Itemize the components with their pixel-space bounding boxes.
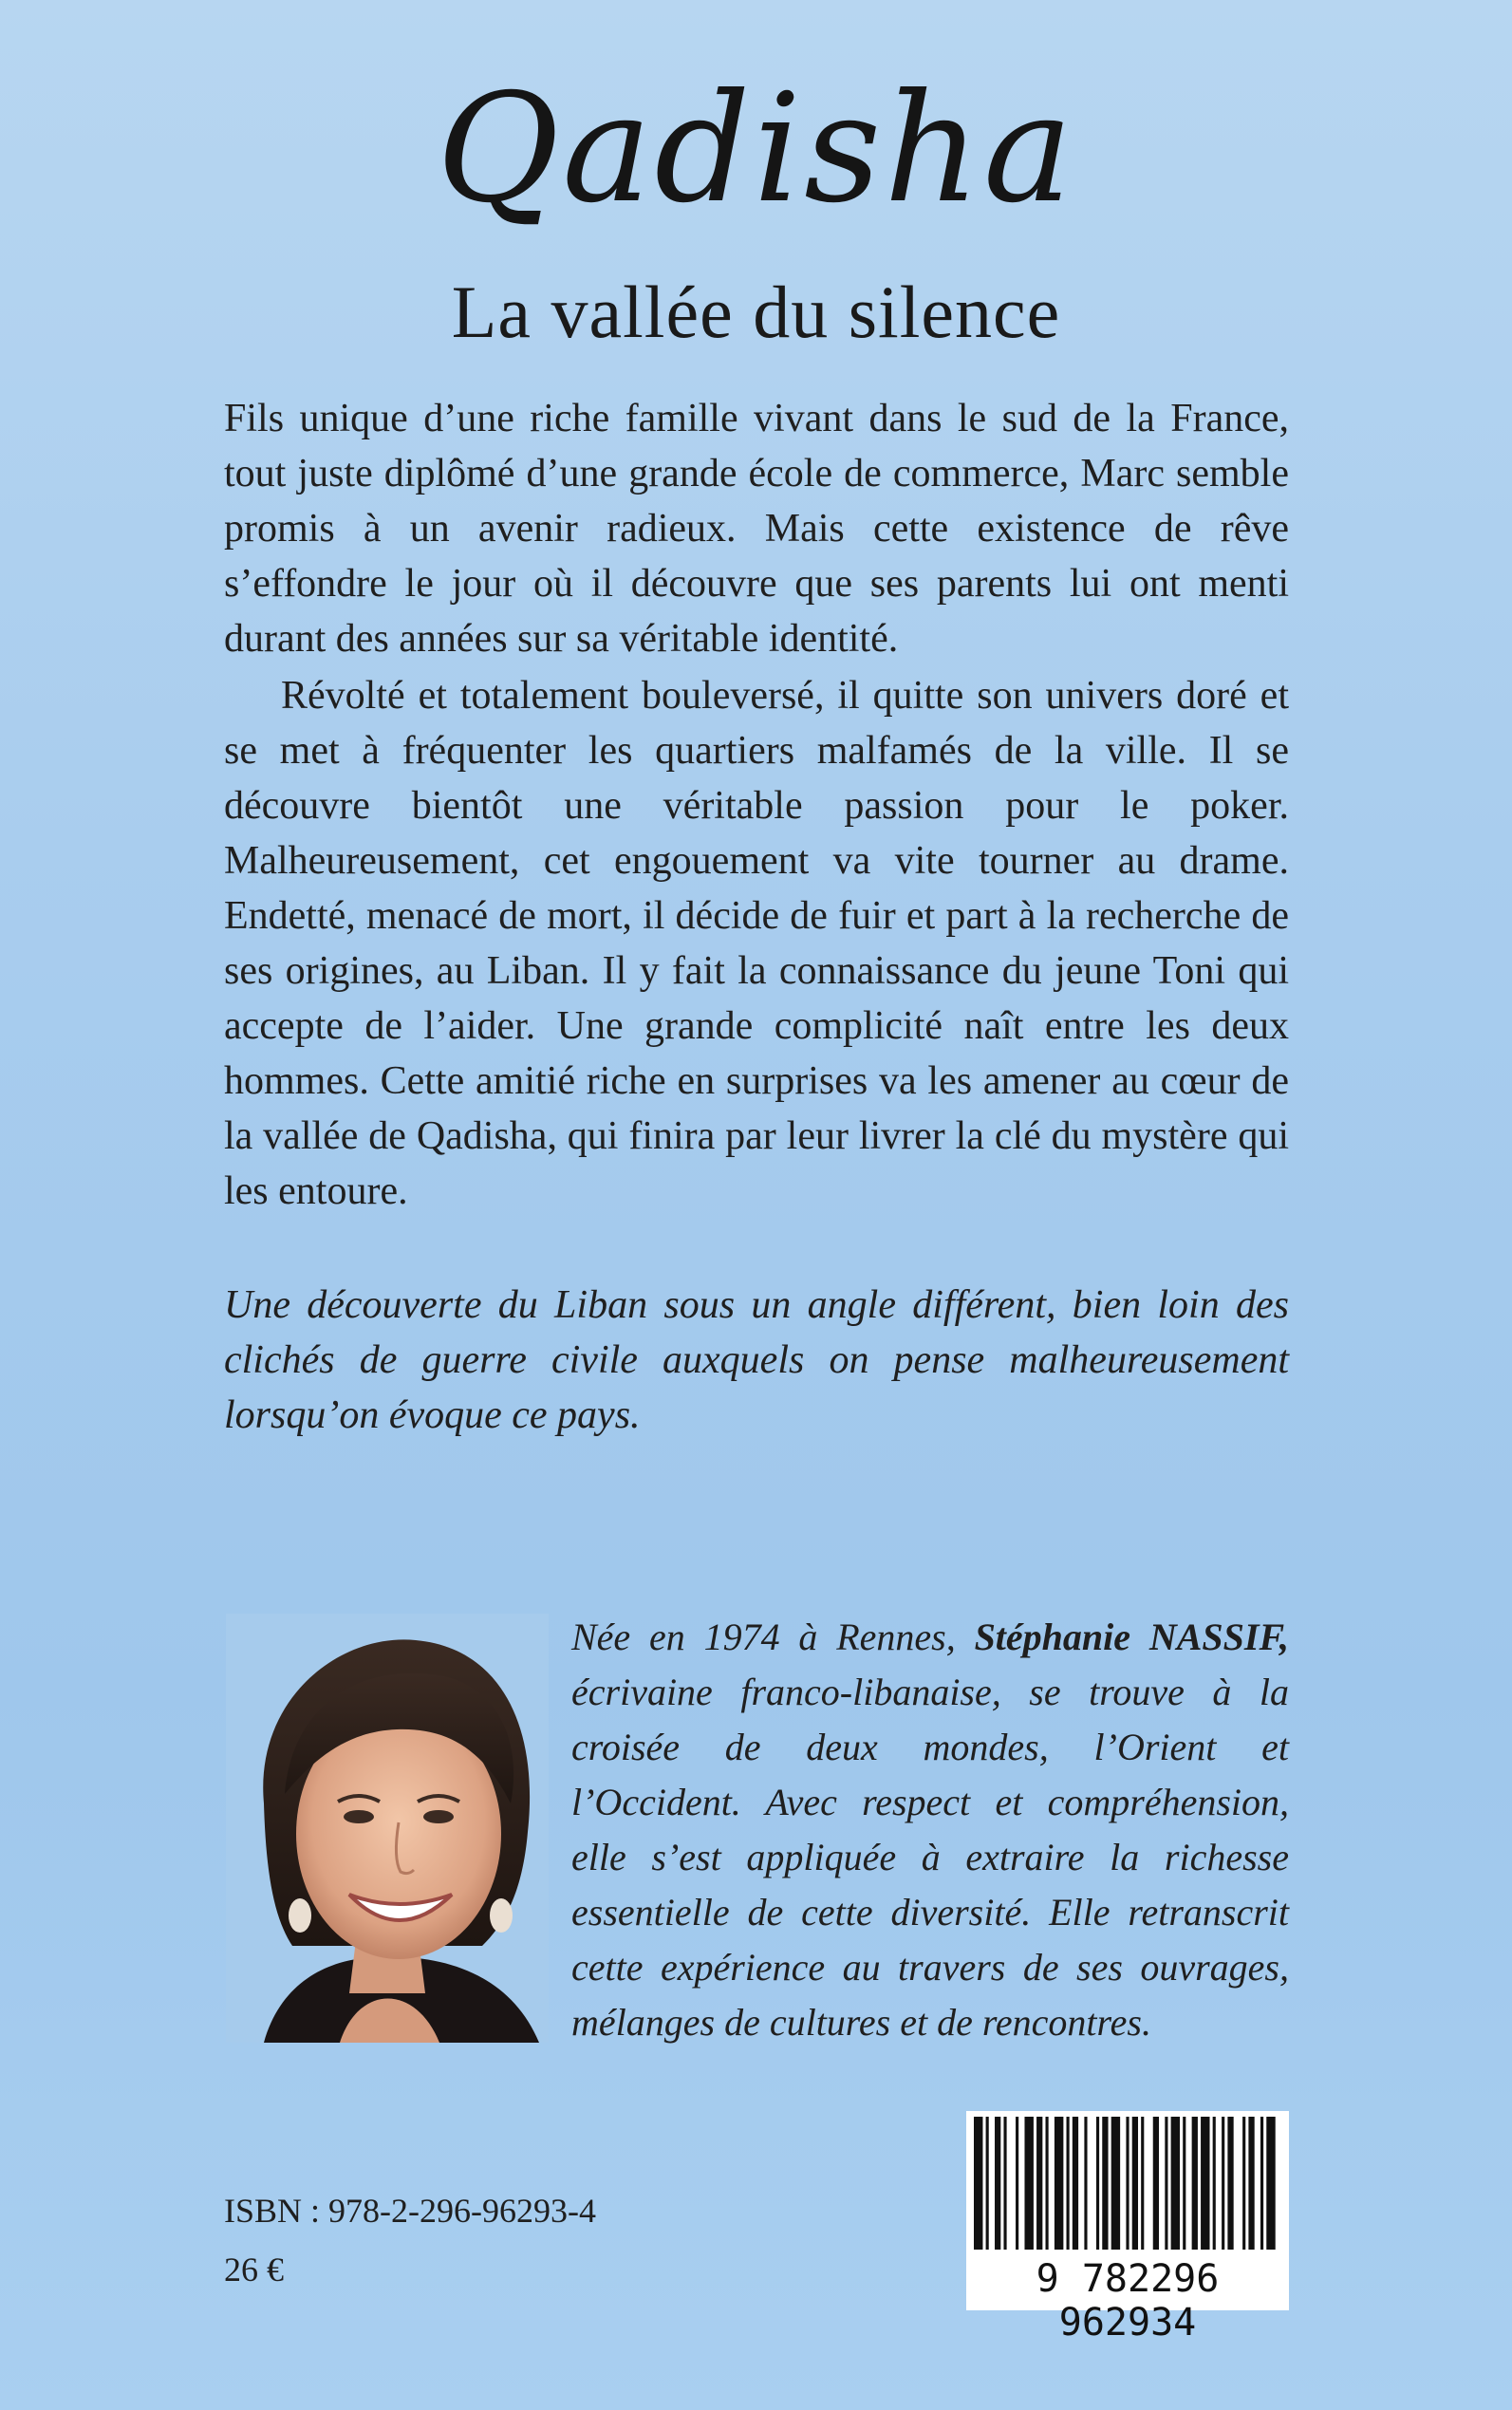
price-text: 26 € — [224, 2251, 284, 2289]
author-name: Stéphanie NASSIF, — [974, 1616, 1290, 1658]
barcode-bar — [1165, 2117, 1167, 2250]
barcode-bar — [1096, 2117, 1099, 2250]
book-subtitle: La vallée du silence — [451, 271, 1061, 353]
teaser-text: Une découverte du Liban sous un angle différent, bien loin des clichés de guerre civile auxquels on pense malheureusement lorsqu’on évoque ce pays. — [224, 1283, 1289, 1437]
barcode-bar — [1266, 2117, 1275, 2250]
synopsis-paragraph-2: Révolté et totalement bouleversé, il quitte son univers doré et se met à fréquenter les quartiers malfamés de la ville. Il se découvre bientôt une véritable passion pour le poker. Malheureusement, cet engouement va vite tourner au drame. Endetté, menacé de mort, il décide de fuir et part à la recherche de ses origines, au Liban. Il y fait la connaissance du jeune Toni qui accepte de l’aider. Une grande complicité naît entre les deux hommes. Cette amitié riche en surprises va les amener au cœur de la vallée de Qadisha, qui finira par leur livrer la clé du mystère qui les entoure. — [224, 674, 1289, 1213]
bio-lead: Née en 1974 à Rennes, — [571, 1616, 975, 1658]
barcode-bar — [1260, 2117, 1263, 2250]
barcode-bar — [1036, 2117, 1042, 2250]
barcode-bar — [1003, 2117, 1006, 2250]
barcode-bar — [974, 2117, 982, 2250]
barcode-bar — [1126, 2117, 1129, 2250]
barcode-digits: 9 782296 962934 — [1036, 2257, 1220, 2345]
bio-rest: écrivaine franco-libanaise, se trouve à la croisée de deux mondes, l’Orient et l’Occident. Avec respect et compréhension, elle s’est appliquée à extraire la richesse essentielle de cette diversité. Elle retranscrit cette expérience au travers de ses ouvrages, mélanges de cultures et de rencontres. — [571, 1671, 1289, 2044]
author-bio — [571, 1610, 1289, 2050]
barcode-bar — [1102, 2117, 1108, 2250]
barcode-bar — [1222, 2117, 1224, 2250]
barcode-bar — [1016, 2117, 1018, 2250]
barcode-bar — [1183, 2117, 1185, 2250]
barcode-bar — [1132, 2117, 1138, 2250]
barcode-bar — [1171, 2117, 1180, 2250]
barcode-bar — [1024, 2117, 1033, 2250]
barcode-bar — [1046, 2117, 1049, 2250]
barcode-bar — [1153, 2117, 1159, 2250]
synopsis-paragraph-1: Fils unique d’une riche famille vivant dans le sud de la France, tout juste diplômé d’une grande école de commerce, Marc semble promis à un avenir radieux. Mais cette existence de rêve s’effondre le jour où il découvre que ses parents lui ont menti durant des années sur sa véritable identité. — [224, 397, 1289, 661]
barcode-bar — [1073, 2117, 1078, 2250]
isbn-text: ISBN : 978-2-296-96293-4 — [224, 2192, 596, 2230]
barcode-bars — [966, 2111, 1289, 2253]
barcode-bar — [1141, 2117, 1144, 2250]
barcode-bar — [1111, 2117, 1120, 2250]
synopsis — [224, 391, 1289, 1219]
barcode-bar — [1192, 2117, 1198, 2250]
portrait-icon — [226, 1614, 549, 2043]
barcode-bar — [1213, 2117, 1216, 2250]
barcode-bar — [1227, 2117, 1233, 2250]
barcode-bar — [1248, 2117, 1254, 2250]
barcode-bar — [1067, 2117, 1070, 2250]
author-portrait-photo — [226, 1614, 549, 2043]
barcode-bar — [1242, 2117, 1245, 2250]
book-title: Qadisha — [436, 62, 1076, 236]
barcode-bar — [995, 2117, 1000, 2250]
barcode-bar — [1055, 2117, 1063, 2250]
barcode-bar — [986, 2117, 989, 2250]
barcode-bar — [1201, 2117, 1209, 2250]
barcode-bar — [1084, 2117, 1087, 2250]
